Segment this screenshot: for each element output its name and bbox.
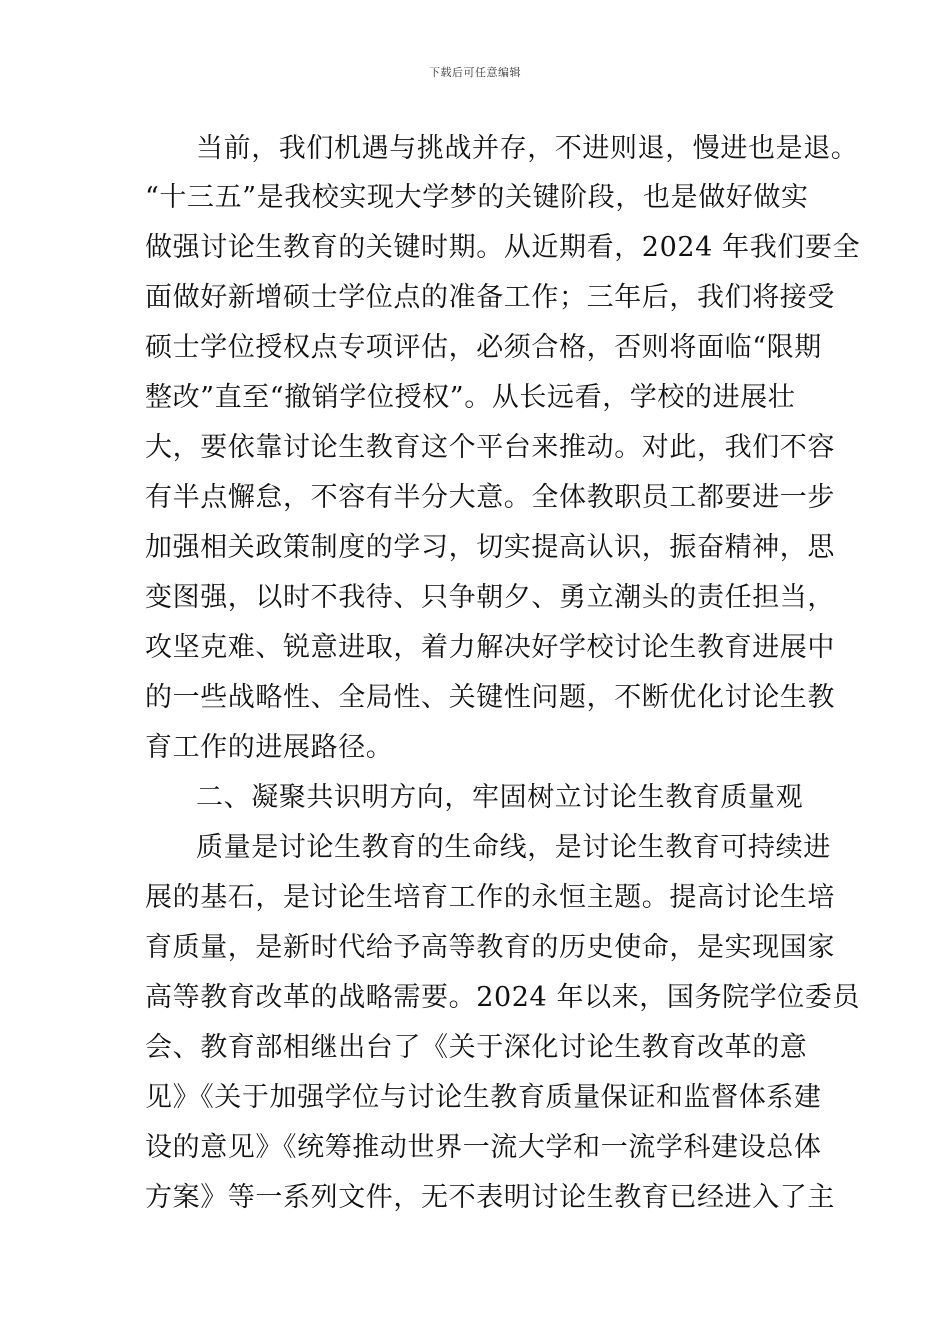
text-line: 方案》等一系列文件，无不表明讨论生教育已经进入了主 xyxy=(145,1182,835,1213)
text-line: 育工作的进展路径。 xyxy=(145,732,394,763)
text-line: 面做好新增硕士学位点的准备工作；三年后，我们将接受 xyxy=(145,282,835,313)
text-line: “十三五”是我校实现大学梦的关键阶段，也是做好做实 xyxy=(145,182,809,213)
text-line: 会、教育部相继出台了《关于深化讨论生教育改革的意 xyxy=(145,1032,808,1063)
text-line: 质量是讨论生教育的生命线，是讨论生教育可持续进 xyxy=(196,832,831,863)
text-line: 育质量，是新时代给予高等教育的历史使命，是实现国家 xyxy=(145,932,835,963)
header-note: 下载后可任意编辑 xyxy=(429,66,521,79)
text-line: 攻坚克难、锐意进取，着力解决好学校讨论生教育进展中 xyxy=(145,632,835,663)
section-heading: 二、凝聚共识明方向，牢固树立讨论生教育质量观 xyxy=(196,782,804,813)
text-line: 见》《关于加强学位与讨论生教育质量保证和监督体系建 xyxy=(145,1082,822,1113)
text-line: 设的意见》《统筹推动世界一流大学和一流学科建设总体 xyxy=(145,1132,822,1163)
text-line: 整改”直至“撤销学位授权”。从长远看，学校的进展壮 xyxy=(145,382,796,413)
text-line: 大，要依靠讨论生教育这个平台来推动。对此，我们不容 xyxy=(145,432,835,463)
text-line: 的一些战略性、全局性、关键性问题，不断优化讨论生教 xyxy=(145,682,835,713)
text-line: 加强相关政策制度的学习，切实提高认识，振奋精神，思 xyxy=(145,532,835,563)
text-line: 展的基石，是讨论生培育工作的永恒主题。提高讨论生培 xyxy=(145,882,835,913)
text-line: 做强讨论生教育的关键时期。从近期看，2024 年我们要全 xyxy=(145,232,861,263)
text-line: 高等教育改革的战略需要。2024 年以来，国务院学位委员 xyxy=(145,982,861,1013)
text-line: 变图强，以时不我待、只争朝夕、勇立潮头的责任担当， xyxy=(145,582,835,613)
text-line: 当前，我们机遇与挑战并存，不进则退，慢进也是退。 xyxy=(196,133,859,164)
text-line: 有半点懈怠，不容有半分大意。全体教职员工都要进一步 xyxy=(145,482,835,513)
text-line: 硕士学位授权点专项评估，必须合格，否则将面临“限期 xyxy=(145,332,822,363)
